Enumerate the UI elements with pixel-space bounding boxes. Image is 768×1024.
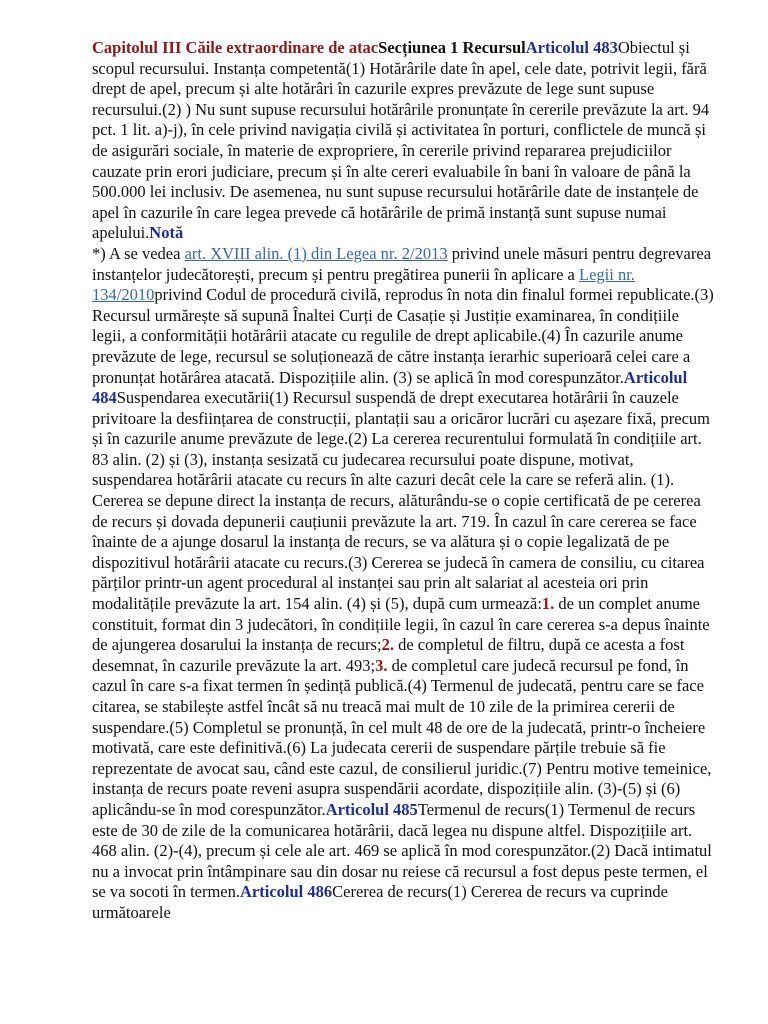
- article-483-text: Obiectul și scopul recursului. Instanța competentă(1) Hotărârile date în apel, cele date, potrivit legii, fără drept de apel, precum și alte hotărâri în cazurile expres prevăzute de lege sunt supuse recursului.(2) ) Nu sunt supuse recursului hotărârile pronunțate în cererile prevăzute la art. 94 pct. 1 lit. a)-j), în cele privind navigația civilă și activitatea în porturi, conflictele de muncă și de asigurări sociale, în materie de expropriere, în cererile privind repararea prejudiciilor cauzate prin erori judiciare, precum și în alte cereri evaluabile în bani în valoare de până la 500.000 lei inclusiv. De asemenea, nu sunt supuse recursului hotărârile date de instanțele de apel în cazurile în care legea prevede că hotărârile de primă instanță sunt supuse numai apelului.: [92, 38, 710, 243]
- article-484-text-c: de completul de filtru, după ce acesta a fost desemnat, în cazurile prevăzute la art. 493;: [92, 635, 685, 675]
- article-484-text-b: de un complet anume constituit, format din 3 judecători, în condițiile legii, în cazul în care cererea s-a depus înainte de ajungerea dosarului la instanța de recurs;: [92, 594, 710, 655]
- article-484-text-d: de completul care judecă recursul pe fond, în cazul în care s-a fixat termen în ședință publică.(4) Termenul de judecată, pentru care se face citarea, se stabilește astfel încât să nu treacă mai mult de 10 zile de la primirea cererii de suspendare.(5) Completul se pronunță, în cel mult 48 de ore de la judecată, printr-o încheiere motivată, care este definitivă.(6) La judecata cererii de suspendare părțile trebuie să fie reprezentate de avocat sau, când este cazul, de consilierul juridic.(7) Pentru motive temeinice, instanța de recurs poate reveni asupra suspendării acordate, dispozițiile alin. (3)-(5) și (6) aplicându-se în mod corespunzător.: [92, 655, 712, 819]
- link-legea-134-2010[interactable]: Legii nr. 134/2010: [92, 264, 635, 305]
- note-text-start: *) A se vedea: [92, 243, 185, 263]
- chapter-heading: Capitolul III Căile extraordinare de atac: [92, 38, 379, 57]
- article-484-heading: Articolul 484: [92, 367, 688, 408]
- article-485-text: Termenul de recurs(1) Termenul de recurs este de 30 de zile de la comunicarea hotărârii, dacă legea nu dispune altfel. Dispozițiile art. 468 alin. (2)-(4), precum și cele ale art. 469 se aplică în mod corespunzător.(2) Dacă intimatul nu a invocat prin întâmpinare sau din dosar nu reiese că recursul a fost depus peste termen, el se va socoti în termen.: [92, 799, 712, 902]
- link-legea-2-2013[interactable]: art. XVIII alin. (1) din Legea nr. 2/2013: [184, 243, 448, 263]
- list-number-2: 2.: [381, 635, 394, 655]
- section-heading: Secțiunea 1 Recursul: [378, 38, 526, 57]
- article-484-text-a: Suspendarea executării(1) Recursul suspendă de drept executarea hotărârii în cauzele privitoare la desființarea de construcții, plantații sau a oricăror lucrări cu așezare fixă, precum și în cazurile anume prevăzute de lege.(2) La cererea recurentului formulată în condițiile art. 83 alin. (2) și (3), instanța sesizată cu judecarea recursului poate dispune, motivat, suspendarea hotărârii atacate cu recurs în alte cazuri decât cele la care se referă alin. (1). Cererea se depune direct la instanța de recurs, alăturându-se o copie certificată de pe cererea de recurs și dovada depunerii cauțiunii prevăzute la art. 719. În cazul în care cererea se face înainte de a ajunge dosarul la instanța de recurs, se va alătura și o copie legalizată de pe dispozitivul hotărârii atacate cu recurs.(3) Cererea se judecă în camera de consiliu, cu citarea părților printr-un agent procedural al instanței sau prin alt salariat al acesteia ori prin modalitățile prevăzute la art. 154 alin. (4) și (5), după cum urmează:: [92, 388, 710, 614]
- note-text-end: privind Codul de procedură civilă, reprodus în nota din finalul formei republicate.(3) Recursul urmărește să supună Înaltei Curți de Casație și Justiție examinarea, în condițiile legii, a conformității hotărârii atacate cu regulile de drept aplicabile.(4) În cazurile anume prevăzute de lege, recursul se soluționează de către instanța ierarhic superioară celei care a pronunțat hotărârea atacată. Dispozițiile alin. (3) se aplică în mod corespunzător.: [92, 285, 714, 387]
- article-486-heading: Articolul 486: [240, 882, 333, 902]
- nota-heading: Notă: [149, 223, 184, 243]
- note-text-mid: privind unele măsuri pentru degrevarea instanțelor judecătorești, precum și pentru pregătirea punerii în aplicare a: [92, 243, 712, 284]
- article-483-heading: Articolul 483: [525, 38, 618, 57]
- list-number-1: 1.: [541, 594, 555, 614]
- list-number-3: 3.: [375, 655, 388, 675]
- article-485-heading: Articolul 485: [325, 799, 418, 819]
- article-486-text: Cererea de recurs(1) Cererea de recurs va cuprinde următoarele: [92, 882, 668, 922]
- document-body: [92, 38, 716, 924]
